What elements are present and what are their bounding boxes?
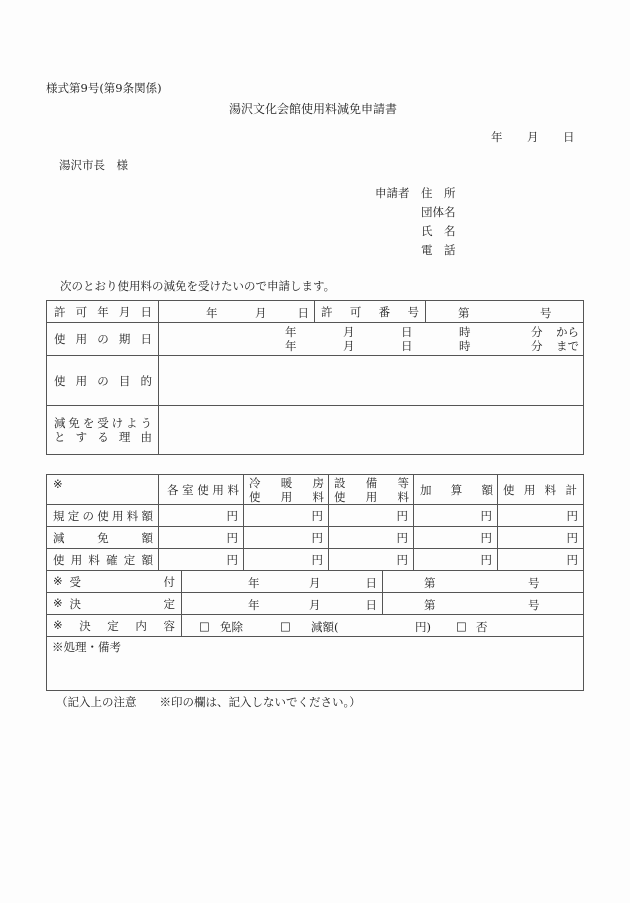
col-aircon-fee-header: 冷 暖 房 使 用 料 bbox=[244, 475, 329, 505]
usage-period-field[interactable]: 年 月 日 時 分 から 年 月 日 時 分 まで bbox=[159, 323, 584, 356]
application-details-table bbox=[46, 300, 584, 455]
decision-content-row bbox=[47, 615, 584, 637]
confirmed-total[interactable]: 円 bbox=[498, 549, 584, 571]
receipt-date-field[interactable]: 年 月 日 bbox=[182, 571, 383, 593]
date-month: 月 bbox=[527, 130, 539, 144]
row-label-reduction-amount: 減 免 額 bbox=[47, 527, 159, 549]
reduction-surcharge[interactable]: 円 bbox=[414, 527, 498, 549]
standard-surcharge[interactable]: 円 bbox=[414, 505, 498, 527]
reduction-yen-suffix: 円) bbox=[415, 619, 431, 634]
applicant-organization-label: 団体名 bbox=[421, 205, 456, 219]
form-number: 様式第9号(第9条関係) bbox=[46, 81, 162, 95]
fee-table bbox=[46, 474, 584, 691]
reduction-total[interactable]: 円 bbox=[498, 527, 584, 549]
standard-room-fee[interactable]: 円 bbox=[159, 505, 244, 527]
document-title: 湯沢文化会館使用料減免申請書 bbox=[229, 102, 398, 116]
standard-total[interactable]: 円 bbox=[498, 505, 584, 527]
fee-row-confirmed bbox=[47, 549, 584, 571]
decision-row bbox=[47, 593, 584, 615]
footer-note: （記入上の注意 ※印の欄は、記入しないでください。） bbox=[56, 695, 361, 709]
confirmed-equipment-fee[interactable]: 円 bbox=[329, 549, 414, 571]
usage-purpose-label: 使 用 の 目 的 bbox=[47, 356, 159, 406]
reduction-checkbox[interactable]: □ bbox=[280, 618, 291, 633]
col-room-fee-header: 各 室 使 用 料 bbox=[159, 475, 244, 505]
fee-row-reduction bbox=[47, 527, 584, 549]
decision-date-field[interactable]: 年 月 日 bbox=[182, 593, 383, 615]
col-surcharge-header: 加 算 額 bbox=[414, 475, 498, 505]
receipt-number-field[interactable]: 第 号 bbox=[383, 571, 584, 593]
reduction-label: 減額( bbox=[311, 619, 339, 634]
remarks-row bbox=[47, 637, 584, 691]
remarks-field[interactable] bbox=[47, 637, 584, 691]
row-label-standard-fee: 規 定 の 使 用 料 額 bbox=[47, 505, 159, 527]
receipt-label: ※ 受 付 bbox=[47, 571, 182, 593]
decision-number-field[interactable]: 第 号 bbox=[383, 593, 584, 615]
reduction-room-fee[interactable]: 円 bbox=[159, 527, 244, 549]
standard-aircon-fee[interactable]: 円 bbox=[244, 505, 329, 527]
standard-equipment-fee[interactable]: 円 bbox=[329, 505, 414, 527]
applicant-label: 申請者 bbox=[375, 186, 410, 200]
permit-date-label: 許 可 年 月 日 bbox=[47, 301, 159, 323]
fee-header-row bbox=[47, 475, 584, 505]
exemption-label: 免除 bbox=[220, 619, 243, 634]
reduction-reason-label: 減 免 を 受 け よ う と す る 理 由 bbox=[47, 406, 159, 455]
confirmed-surcharge[interactable]: 円 bbox=[414, 549, 498, 571]
denial-label: 否 bbox=[476, 619, 488, 634]
col-equipment-fee-header: 設 備 等 使 用 料 bbox=[329, 475, 414, 505]
usage-period-row bbox=[47, 323, 584, 356]
decision-label: ※ 決 定 bbox=[47, 593, 182, 615]
decision-content-label: ※ 決 定 内 容 bbox=[47, 615, 182, 637]
permit-number-label: 許 可 番 号 bbox=[315, 301, 426, 323]
reduction-equipment-fee[interactable]: 円 bbox=[329, 527, 414, 549]
reduction-aircon-fee[interactable]: 円 bbox=[244, 527, 329, 549]
confirmed-room-fee[interactable]: 円 bbox=[159, 549, 244, 571]
applicant-name-label: 氏 名 bbox=[421, 224, 456, 238]
receipt-row bbox=[47, 571, 584, 593]
decision-content-options bbox=[182, 615, 584, 637]
fee-row-standard bbox=[47, 505, 584, 527]
exemption-checkbox[interactable]: □ bbox=[199, 618, 210, 633]
addressee: 湯沢市長 様 bbox=[59, 158, 128, 172]
col-total-fee-header: 使 用 料 計 bbox=[498, 475, 584, 505]
applicant-phone-label: 電 話 bbox=[421, 243, 456, 257]
confirmed-aircon-fee[interactable]: 円 bbox=[244, 549, 329, 571]
denial-checkbox[interactable]: □ bbox=[456, 618, 467, 633]
applicant-address-label: 住 所 bbox=[421, 186, 456, 200]
intro-text: 次のとおり使用料の減免を受けたいので申請します。 bbox=[60, 279, 336, 293]
usage-purpose-row bbox=[47, 356, 584, 406]
remarks-label: ※処理・備考 bbox=[52, 640, 121, 654]
permit-row bbox=[47, 301, 584, 323]
usage-period-label: 使 用 の 期 日 bbox=[47, 323, 159, 356]
permit-date-field[interactable]: 年 月 日 bbox=[159, 301, 315, 323]
usage-purpose-field[interactable] bbox=[159, 356, 584, 406]
permit-number-field[interactable]: 第 号 bbox=[426, 301, 584, 323]
corner-mark-cell: ※ bbox=[47, 475, 159, 505]
reduction-reason-row bbox=[47, 406, 584, 455]
date-day: 日 bbox=[563, 130, 575, 144]
row-label-confirmed-fee: 使 用 料 確 定 額 bbox=[47, 549, 159, 571]
reduction-reason-field[interactable] bbox=[159, 406, 584, 455]
date-year: 年 bbox=[491, 130, 503, 144]
